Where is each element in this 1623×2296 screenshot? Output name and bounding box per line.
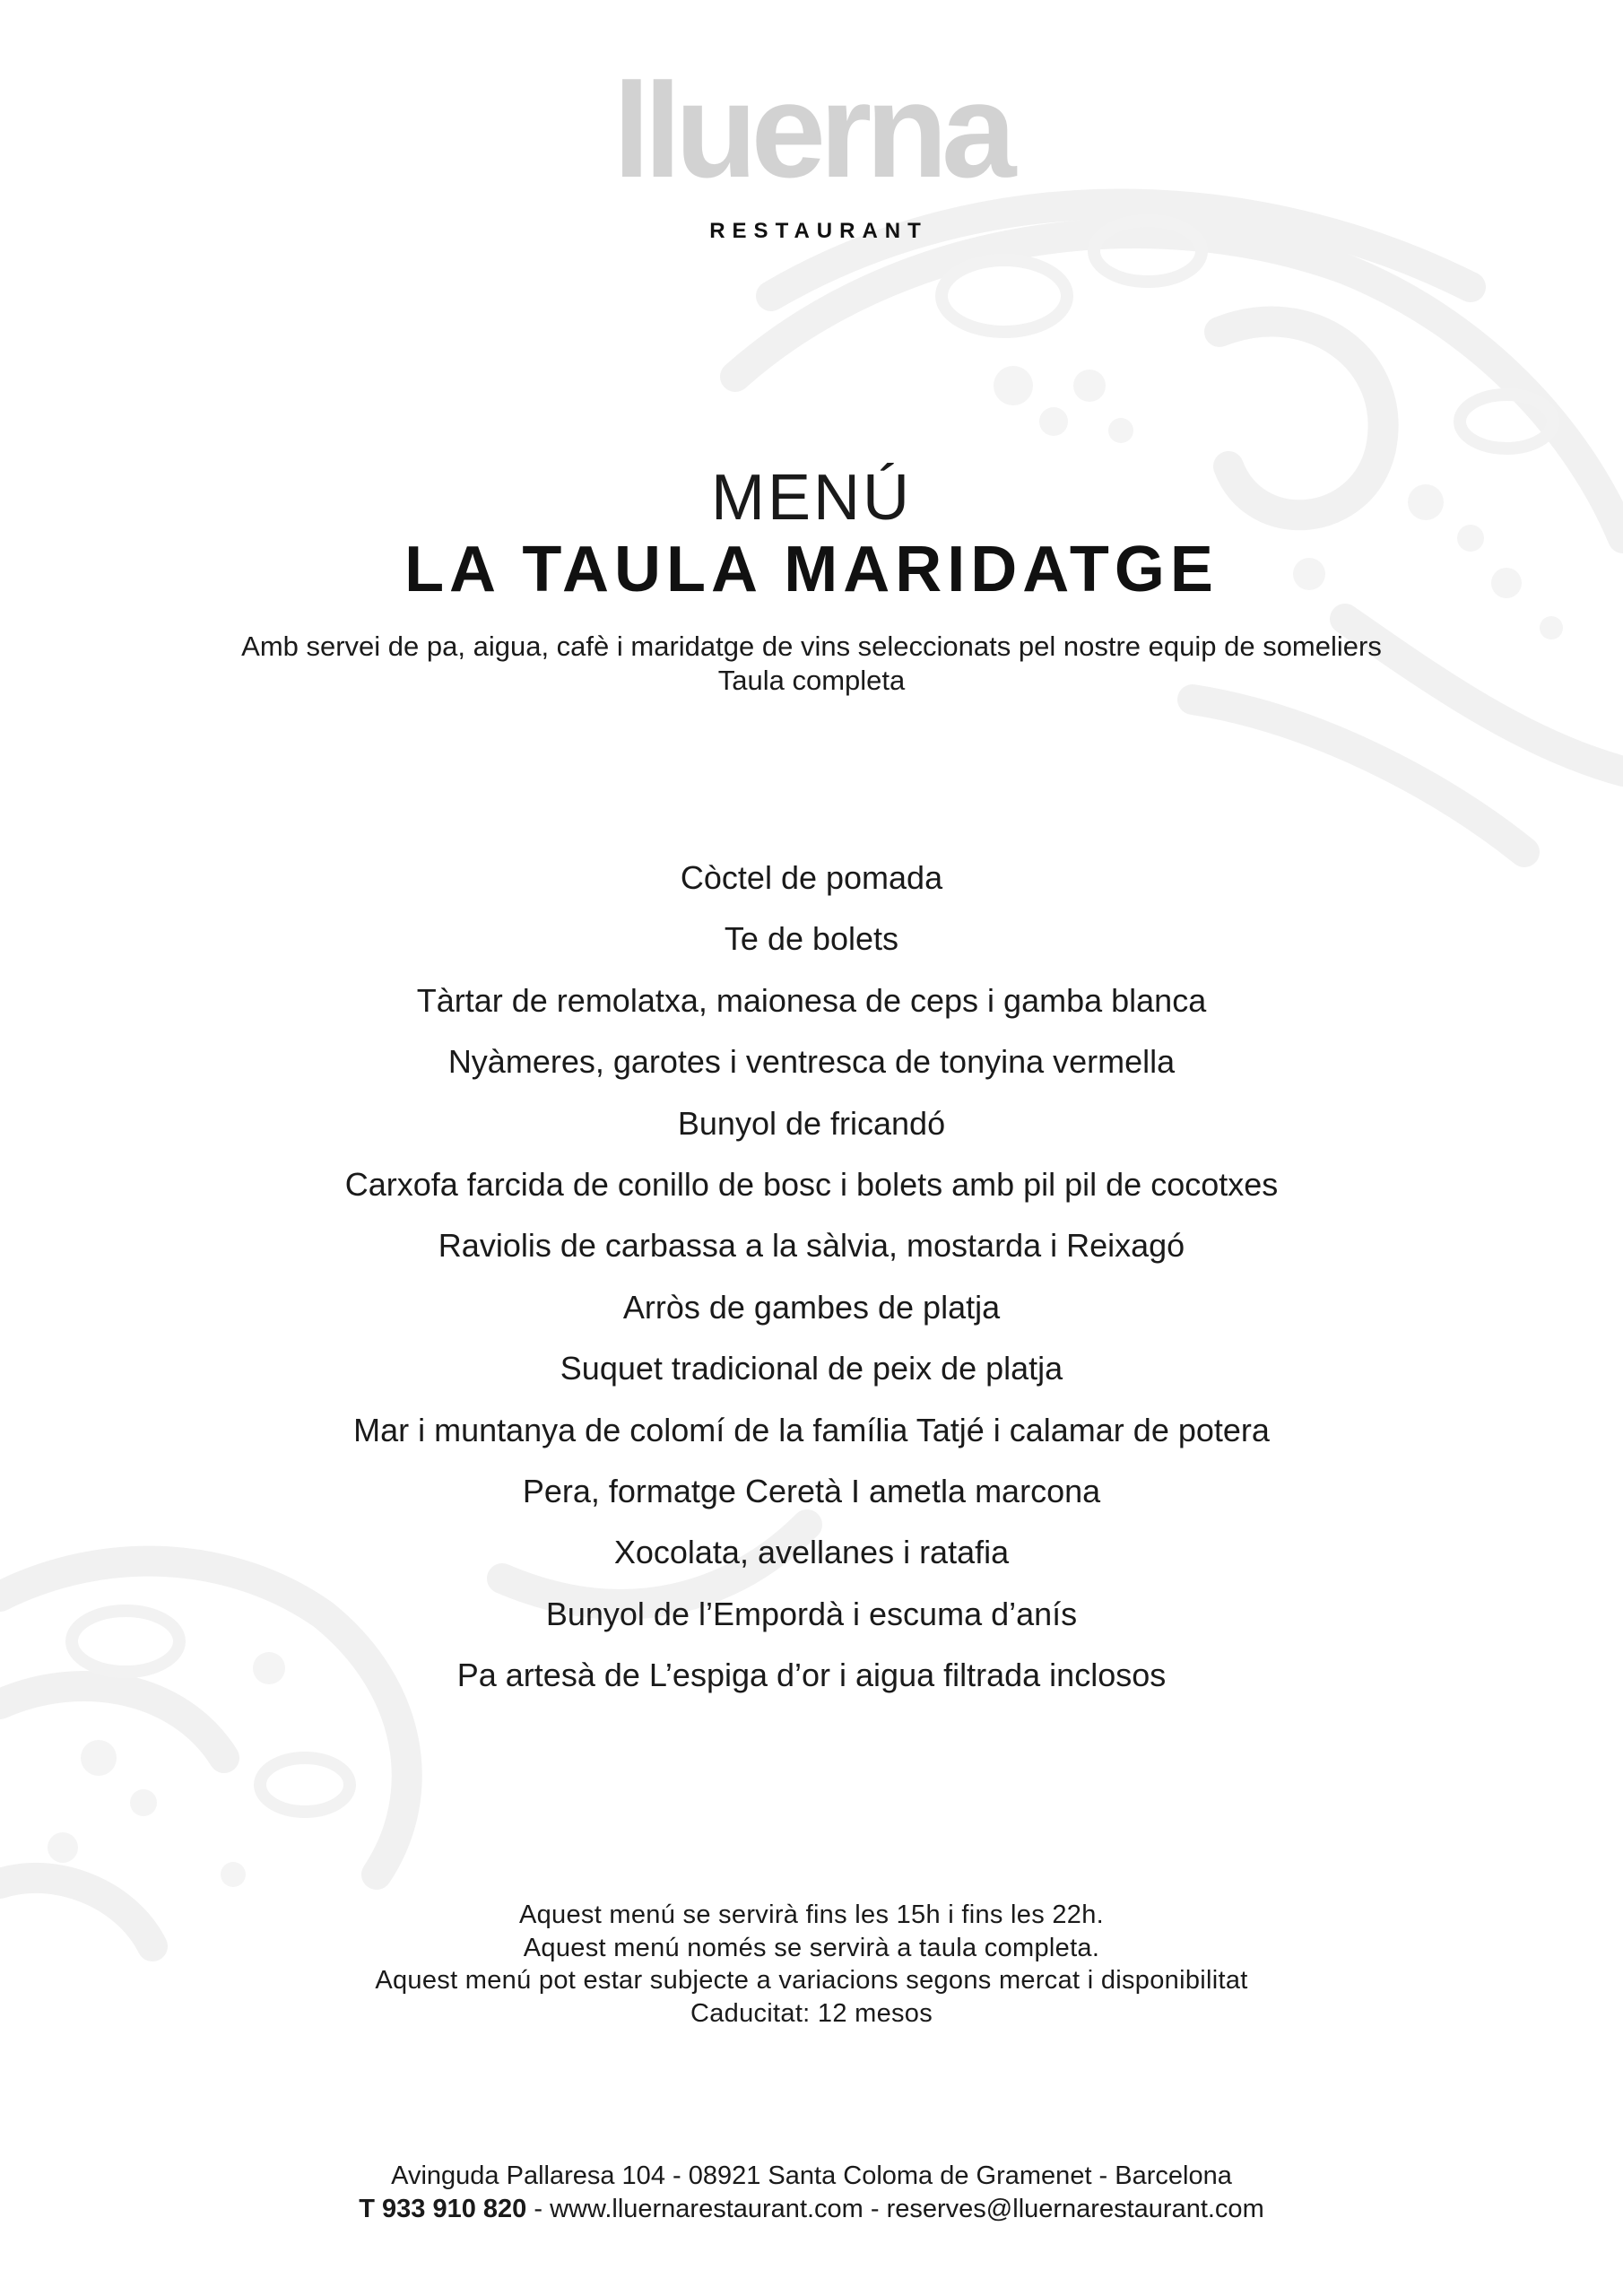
footer-web-email: - www.lluernarestaurant.com - reserves@lluernarestaurant.com	[526, 2195, 1264, 2223]
dish-item: Nyàmeres, garotes i ventresca de tonyina vermella	[447, 1043, 1176, 1081]
restaurant-logo: lluerna	[612, 55, 1011, 205]
subtitle-line: Amb servei de pa, aigua, cafè i maridatge de vins seleccionats pel nostre equip de someliers	[241, 631, 1382, 662]
menu-subtitle	[0, 630, 1623, 698]
dish-item: Suquet tradicional de peix de platja	[560, 1350, 1063, 1387]
dish-item: Carxofa farcida de conillo de bosc i bolets amb pil pil de cocotxes	[344, 1166, 1279, 1204]
note-line: Aquest menú pot estar subjecte a variacions segons mercat i disponibilitat	[375, 1966, 1248, 1995]
dish-item: Pa artesà de L’espiga d’or i aigua filtrada inclosos	[456, 1657, 1167, 1694]
dish-item: Mar i muntanya de colomí de la família Tatjé i calamar de potera	[353, 1411, 1270, 1448]
dish-item: Pera, formatge Ceretà I ametla marcona	[522, 1473, 1101, 1510]
note-line: Caducitat: 12 mesos	[690, 1998, 933, 2028]
footer-contact-line	[0, 2193, 1623, 2226]
menu-label: MENÚ	[711, 462, 912, 534]
dish-item: Raviolis de carbassa a la sàlvia, mostarda i Reixagó	[438, 1227, 1185, 1265]
dish-item: Tàrtar de remolatxa, maionesa de ceps i gamba blanca	[416, 981, 1207, 1019]
dish-item: Arròs de gambes de platja	[622, 1288, 1001, 1326]
menu-notes	[0, 1899, 1623, 2030]
note-line: Aquest menú se servirà fins les 15h i fins les 22h.	[518, 1900, 1104, 1929]
dish-item: Xocolata, avellanes i ratafia	[613, 1534, 1010, 1571]
menu-title: LA TAULA MARIDATGE	[404, 534, 1219, 605]
footer-phone: T 933 910 820	[359, 2195, 527, 2223]
dish-item: Bunyol de fricandó	[677, 1104, 946, 1142]
dish-item: Còctel de pomada	[680, 859, 943, 896]
dish-item: Te de bolets	[724, 920, 899, 958]
note-line: Aquest menú només se servirà a taula completa.	[523, 1933, 1100, 1962]
footer-address: Avinguda Pallaresa 104 - 08921 Santa Coloma de Gramenet - Barcelona	[391, 2161, 1232, 2190]
dish-item: Bunyol de l’Empordà i escuma d’anís	[545, 1595, 1078, 1632]
dish-list	[0, 848, 1623, 1707]
footer-contact	[0, 2160, 1623, 2226]
restaurant-logo-subtitle: RESTAURANT	[709, 219, 928, 243]
subtitle-line: Taula completa	[717, 665, 906, 696]
